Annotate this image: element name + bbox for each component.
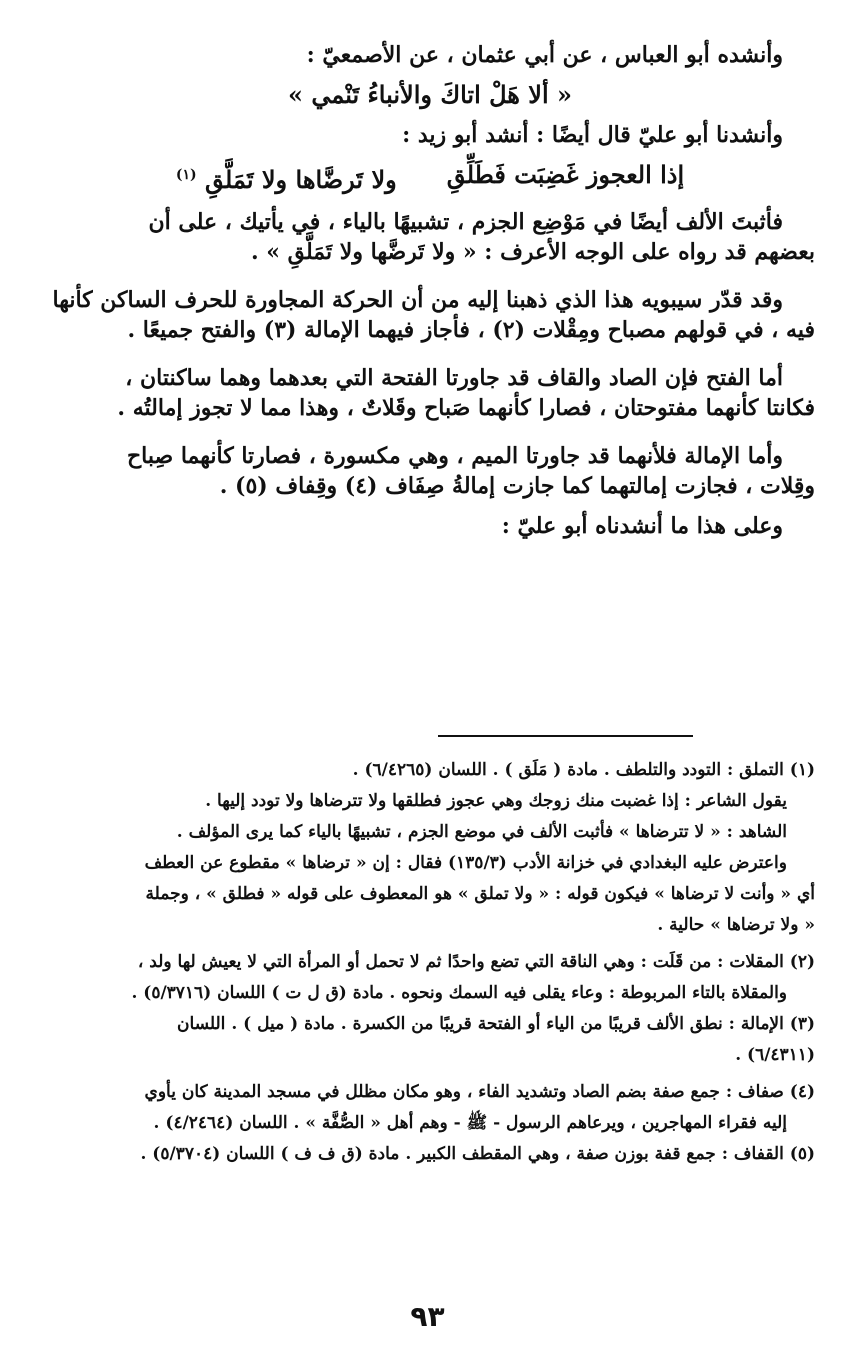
main-text: [45, 40, 815, 541]
footnote-line: والمقلاة بالتاء المربوطة : وعاء يقلى فيه السمك ونحوه . مادة (ق ل ت ) اللسان (٥/٣٧١٦) .: [131, 983, 787, 1003]
footnote-line: إليه فقراء المهاجرين ، ويرعاهم الرسول - ﷺ - وهم أهل « الصُّفَّة » . اللسان (٤/٢٤٦٤) .: [153, 1113, 787, 1133]
text-line: أما الفتح فإن الصاد والقاف قد جاورتا الفتحة التي بعدهما وهما ساكنتان ،: [125, 365, 783, 391]
text-line: بعضهم قد رواه على الوجه الأعرف : « ولا تَرضَّها ولا تَمَلَّقِ » .: [250, 239, 815, 265]
footnote-line: الشاهد : « لا تترضاها » فأثبت الألف في موضع الجزم ، تشبيهًا بالياء كما يرى المؤلف .: [176, 822, 787, 842]
text-line: وأنشدنا أبو عليّ قال أيضًا : أنشد أبو زيد :: [402, 122, 783, 148]
footnote-line: أي « وأنت لا ترضاها » فيكون قوله : « ولا تملق » هو المعطوف على قوله « فطلق » ، وجملة: [145, 884, 815, 904]
text-line: فكانتا كأنهما مفتوحتان ، فصارا كأنهما صَباح وقَلاتٌ ، وهذا مما لا تجوز إمالتُه .: [117, 395, 815, 421]
page-number: ٩٣: [410, 1300, 445, 1333]
text-line: وأما الإمالة فلأنهما قد جاورتا الميم ، وهي مكسورة ، فصارتا كأنهما صِباح: [126, 443, 783, 469]
poem-verse: [45, 158, 815, 197]
text-line: فيه ، في قولهم مصباح ومِقْلات (٢) ، فأجاز فيهما الإمالة (٣) والفتح جميعًا .: [127, 317, 815, 343]
text-line: وقد قدّر سيبويه هذا الذي ذهبنا إليه من أن الحركة المجاورة للحرف الساكن كأنها: [52, 287, 783, 313]
quoted-verse: « ألا هَلْ اتاكَ والأنباءُ تَنْمي »: [287, 80, 573, 109]
text-line: وقِلات ، فجازت إمالتهما كما جازت إمالةُ صِفَاف (٤) وقِفاف (٥) .: [219, 473, 815, 499]
footnote-line: (٤) صفاف : جمع صفة بضم الصاد وتشديد الفاء ، وهو مكان مظلل في مسجد المدينة كان يأوي: [144, 1082, 815, 1102]
verse-hemistich-right: إذا العجوز غَضِبَت فَطَلِّقِ: [446, 160, 685, 189]
footnote-line: (٣) الإمالة : نطق الألف قريبًا من الياء أو الفتحة قريبًا من الكسرة . مادة ( ميل ) . اللسان: [177, 1014, 815, 1034]
footnote-line: (١) التملق : التودد والتلطف . مادة ( مَلَق ) . اللسان (٦/٤٢٦٥) .: [352, 760, 815, 780]
footnote-line: يقول الشاعر : إذا غضبت منك زوجك وهي عجوز فطلقها ولا تترضاها ولا تودد إليها .: [205, 791, 787, 811]
text-line: فأثبتَ الألف أيضًا في مَوْضِع الجزم ، تشبيهًا بالياء ، في يأتيك ، على أن: [148, 209, 783, 235]
footnote-line: (٢) المقلات : من قَلَت : وهي الناقة التي تضع واحدًا ثم لا تحمل أو المرأة التي لا يعيش لها ولد ،: [137, 952, 815, 972]
verse-hemistich-left: ولا تَرضَّاها ولا تَمَلَّقِ $^{(١)}$: [175, 165, 397, 194]
footnote-line: « ولا ترضاها » حالية .: [657, 915, 815, 935]
text-line: وعلى هذا ما أنشدناه أبو عليّ :: [501, 513, 783, 539]
footnote-separator: [438, 735, 693, 737]
footnote-marker: (١): [175, 167, 197, 183]
footnote-line: واعترض عليه البغدادي في خزانة الأدب (١٣٥/٣) فقال : إن « ترضاها » مقطوع عن العطف: [144, 853, 787, 873]
footnotes: [45, 755, 815, 1170]
footnote-line: (٦/٤٣١١) .: [735, 1045, 815, 1065]
footnote-line: (٥) القفاف : جمع قفة بوزن صفة ، وهي المقطف الكبير . مادة (ق ف ف ) اللسان (٥/٣٧٠٤) .: [140, 1144, 815, 1164]
text-line: وأنشده أبو العباس ، عن أبي عثمان ، عن الأصمعيّ :: [306, 42, 783, 68]
